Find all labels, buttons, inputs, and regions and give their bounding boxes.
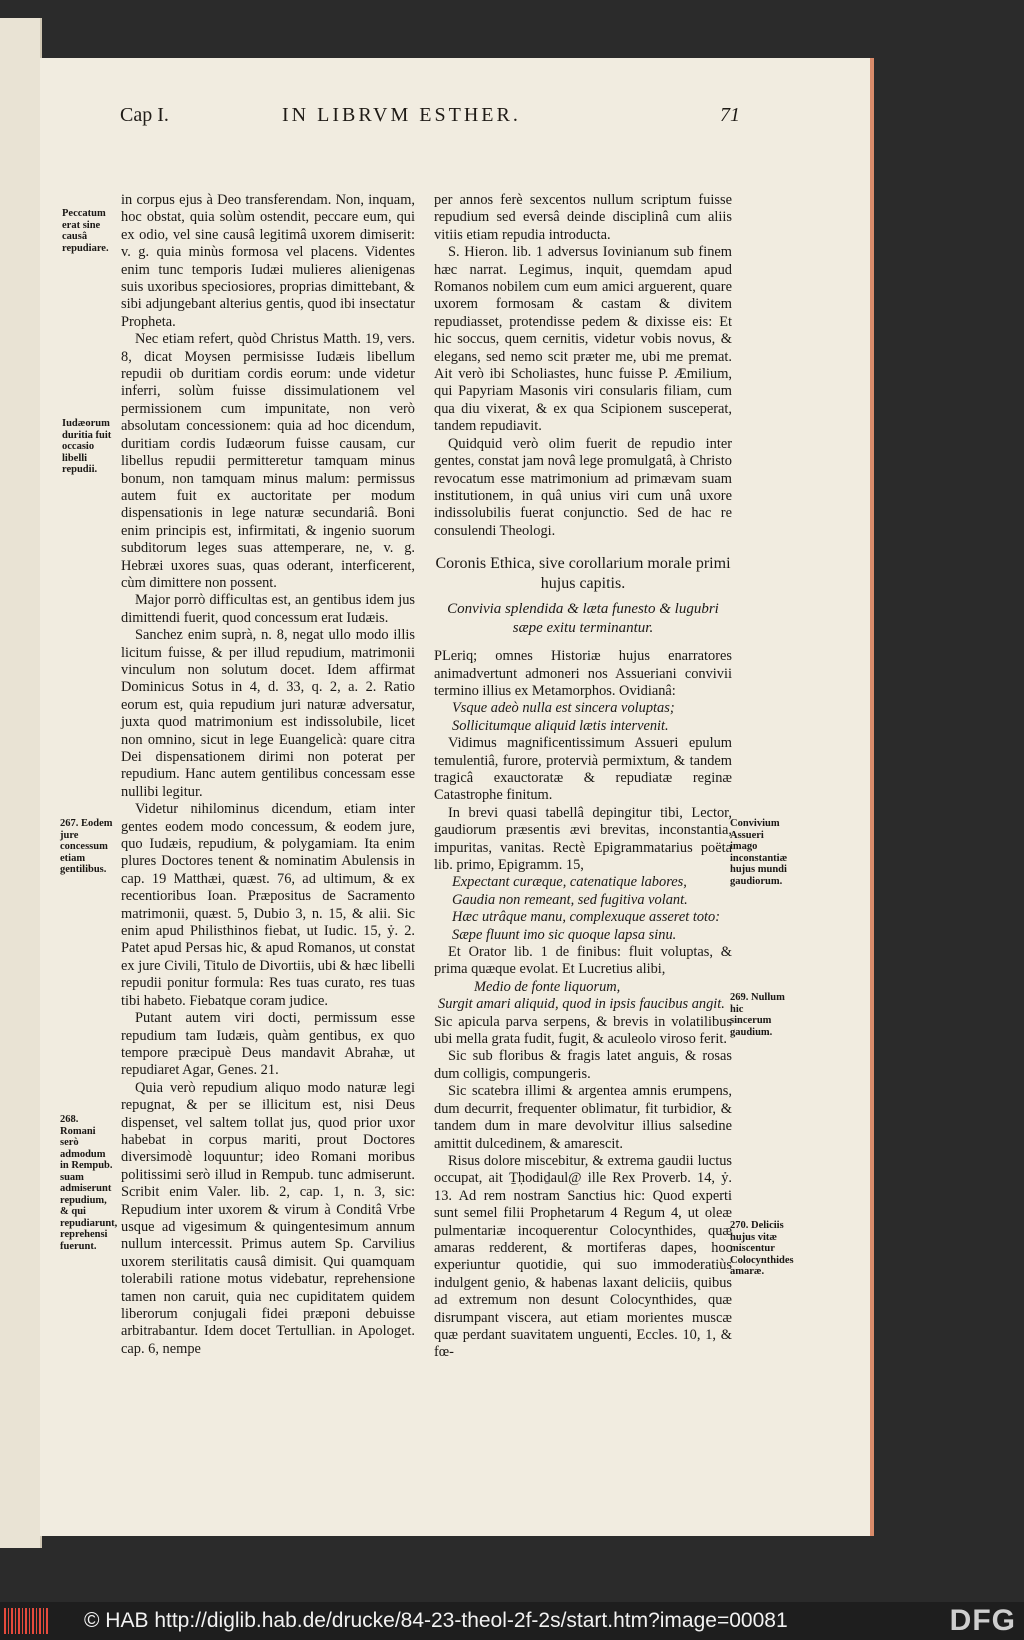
paragraph: Sic sub floribus & fragis latet anguis, & rosas dum colligis, compungeris. bbox=[434, 1048, 732, 1082]
paragraph: PLeriq; omnes Historiæ hujus enarratores animadvertunt admoneri nos Assueriani convivii termino illius ex Metamorphos. Ovidianâ: bbox=[434, 648, 732, 699]
paragraph: in corpus ejus à Deo transferendam. Non, inquam, hoc obstat, quia solùm ostendit, peccare eum, qui ex odio, vel sine causâ legitimâ uxorem dimiserit: v. g. quia minùs formosa vel placens. Videntes enim tunc temporis Iudæi mulieres alienigenas suis uxoribus speciosiores, proprias dimittebant, & sibi adjungebant alterius gentis, quod ibi insectatur Propheta. bbox=[121, 192, 415, 330]
section-heading: Coronis Ethica, sive corollarium morale primi hujus capitis. bbox=[435, 555, 731, 593]
paragraph: per annos ferè sexcentos nullum scriptum fuisse repudium sed eversâ deinde disciplinâ cum aliis vitiis etiam repudia introducta. bbox=[434, 192, 732, 243]
margin-note: 269. Nullum hic sincerum gaudium. bbox=[730, 992, 785, 1038]
margin-note: 268. Romani serò admodum in Rempub. suam admiserunt repudium, & qui repudiarunt, reprehensi fuerunt. bbox=[60, 1114, 118, 1252]
paragraph: Sic scatebra illimi & argentea amnis erumpens, dum decurrit, frequenter oblimatur, fit turbidior, & tandem dum in mare devolvitur illius salsedine amittit dulcedinem, & amarescit. bbox=[434, 1083, 732, 1152]
paragraph: Risus dolore miscebitur, & extrema gaudii luctus occupat, ait Ṯḥodiḏaul@ ille Rex Proverb. 14, ỷ. 13. Ad rem nostram Sanctius hic: Quod experti sunt semel filii Prophetarum 4 Regum 4, ut oleæ pulmentariæ incoquerentur Colocynthides, quæ amaras redderent, & mortiferas dapes, hoc experiuntur quotidie, qui suo immoderatiùs indulgent genio, & habenas laxant deliciis, quibus ad extremum non desunt Colocynthides, quæ disrumpant viscera, aut etiam morientes muscæ quæ perdant suavitatem unguenti, Eccles. 10, 1, & fœ- bbox=[434, 1152, 732, 1361]
verse-line: Sæpe fluunt imo sic quoque lapsa sinu. bbox=[452, 926, 677, 943]
margin-note: Iudæorum duritia fuit occasio libelli repudii. bbox=[62, 418, 112, 475]
left-column bbox=[121, 192, 415, 1358]
paragraph: In brevi quasi tabellâ depingitur tibi, Lector, gaudiorum præsentis ævi brevitas, inconstantia, impuritas, vanitas. Rectè Epigrammatarius poëta lib. primo, Epigramm. 15, bbox=[434, 804, 732, 873]
paragraph: Nec etiam refert, quòd Christus Matth. 19, vers. 8, dicat Moysen permisisse Iudæis libellum repudii ob duritiam cordis eorum: unde videtur inferri, solùm fuisse dissimulationem vel permissionem cum impunitate, non verò absolutam concessionem: quia ad hoc dicendum, duritiam cordis Iudæorum fuisse causam, cur libellus repudii permitteretur tamquam minus bonum, non tamquam minus malum: permissus autem fuit ex auctoritate per modum dispensationis in lege naturæ secundariâ. Boni enim principis est, infirmitati, & ingenio suorum subditorum leges suas attemperare, ne, v. g. Hebræi uxores suas, quas oderant, interficerent, cùm dimittere non possent. bbox=[121, 331, 415, 591]
source-url-link[interactable]: © HAB http://diglib.hab.de/drucke/84-23-theol-2f-2s/start.htm?image=00081 bbox=[84, 1609, 788, 1632]
right-column bbox=[434, 192, 732, 1362]
dfg-logo: DFG bbox=[949, 1604, 1016, 1637]
running-header bbox=[120, 104, 740, 134]
viewer-footer bbox=[0, 1602, 1024, 1640]
page-number: 71 bbox=[720, 104, 740, 126]
verse-line: Gaudia non remeant, sed fugitiva volant. bbox=[452, 891, 688, 908]
chapter-label: Cap I. bbox=[120, 104, 169, 126]
margin-note: Peccatum erat sine causâ repudiare. bbox=[62, 208, 109, 254]
paragraph: Major porrò difficultas est, an gentibus idem jus dimittendi fuerit, quod concessum erat Iudæis. bbox=[121, 592, 415, 626]
verse-line: Sollicitumque aliquid lætis intervenit. bbox=[452, 717, 669, 734]
left-page-edge bbox=[0, 18, 42, 1548]
paragraph: Sanchez enim suprà, n. 8, negat ullo modo illis licitum fuisse, & per illud repudium, matrimonii vinculum non solutum docet. Idem affirmat Dominicus Sotus in 4, d. 33, q. 2, a. 2. Ratio eorum est, quia repudium juri naturæ adversatur, juxta quod matrimonium est indissolubile, licet non omnino, sicut in lege Euangelicà: quare citra Dei dispensationem dirimi non poterat per repudium. Hanc autem gentilibus concessam esse nullibi legitur. bbox=[121, 627, 415, 800]
barcode-icon bbox=[4, 1608, 48, 1634]
margin-note: 270. Deliciis hujus vitæ miscentur Colocynthides amaræ. bbox=[730, 1220, 794, 1277]
paragraph: Vidimus magnificentissimum Assueri epulum temulentiâ, furore, protervià permixtum, & tandem tragicâ exauctoratæ & repudiatæ reginæ Catastrophe finitum. bbox=[434, 735, 732, 804]
verse-line: Vsque adeò nulla est sincera voluptas; bbox=[452, 700, 675, 717]
section-subheading: Convivia splendida & læta funesto & lugubri sæpe exitu terminantur. bbox=[447, 601, 719, 637]
paragraph: Et Orator lib. 1 de finibus: fluit voluptas, & prima quæque evolat. Et Lucretius alibi, bbox=[434, 944, 732, 978]
running-title: IN LIBRVM ESTHER. bbox=[282, 104, 521, 126]
paragraph: Quia verò repudium aliquo modo naturæ legi repugnat, & per se illicitum est, nisi Deus dispenset, vel saltem tollat jus, quod prior uxor habebat in corpus mariti, prout Doctores diversimodè loquuntur; ideo Romani moribus politissimi serò illud in Rempub. tunc admiserunt. Scribit enim Valer. lib. 2, cap. 1, n. 3, sic: Repudium inter uxorem & virum à Conditâ Vrbe usque ad vigesimum & quingentesimum annum nullum intercessit. Primus autem Sp. Carvilius uxorem sterilitatis causâ dimisit. Qui quamquam tolerabili ratione motus videbatur, reprehensione tamen non caruit, quia nec cupiditatem quidem liberorum conjugali fidei præponi debuisse arbitrabantur. Idem docet Tertullian. in Apologet. cap. 6, nempe bbox=[121, 1079, 415, 1357]
paragraph: Quidquid verò olim fuerit de repudio inter gentes, constat jam novâ lege promulgatâ, à Christo revocatum esse matrimonium ad primævam suam institutionem, in quâ unius viri cum unâ uxore indissolubilis fuerat conjunctio. Sed de hac re consulendi Theologi. bbox=[434, 435, 732, 539]
paragraph: S. Hieron. lib. 1 adversus Iovinianum sub finem hæc narrat. Legimus, inquit, quemdam apud Romanos nobilem cum eum amici arguerent, quare uxorem formosam & castam & divitem repudiasset, protendisse pedem & dixisse eis: Et hic soccus, quem cernitis, videtur vobis novus, & elegans, sed nemo scit præter me, ubi me premat. Ait verò ibi Scholiastes, hunc fuisse P. Æmilium, qui Papyriam Masonis viri consularis filiam, cum qua diu vixerat, & ex qua Scipionem susceperat, tandem repudiavit. bbox=[434, 244, 732, 435]
verse-line: Surgit amari aliquid, quod in ipsis faucibus angit. bbox=[438, 996, 725, 1013]
margin-note: Convivium Assueri imago inconstantiæ hujus mundi gaudiorum. bbox=[730, 818, 788, 887]
paragraph: Sic apicula parva serpens, & brevis in volatilibus ubi mella grata fudit, fugit, & aculeolo viroso ferit. bbox=[434, 1013, 732, 1048]
margin-note: 267. Eodem jure concessum etiam gentilibus. bbox=[60, 818, 113, 875]
paragraph: Putant autem viri docti, permissum esse repudium tam Iudæis, quàm gentibus, ex quo tempore præcipuè Deus mandavit Abrahæ, ut repudiaret Agar, Genes. 21. bbox=[121, 1010, 415, 1079]
paragraph: Videtur nihilominus dicendum, etiam inter gentes eodem modo concessum, & eodem jure, quo Iudæis, repudium, & polygamiam. Ita enim plures Doctores tenent & nominatim Abulensis in cap. 19 Matthæi, quæst. 76, ad ultimum, & ex recentioribus Ioan. Præpositus de Sacramento matrimonii, quæst. 5, Dubio 3, n. 15, & alii. Sic enim apud Philisthinos fiebat, ut Iudic. 15, ỷ. 2. Patet apud Persas hic, & apud Romanos, ut constat ex jure Civili, Titulo de Divortiis, ubi & hæc libelli repudii ponitur formula: Res tuas curato, res tuas tibi habeto. Fiebatque coram judice. bbox=[121, 801, 415, 1009]
verse-line: Medio de fonte liquorum, bbox=[474, 978, 621, 995]
verse-line: Hæc utrâque manu, complexuque asseret toto: bbox=[452, 909, 721, 926]
verse-line: Expectant curæque, catenatique labores, bbox=[452, 874, 687, 891]
